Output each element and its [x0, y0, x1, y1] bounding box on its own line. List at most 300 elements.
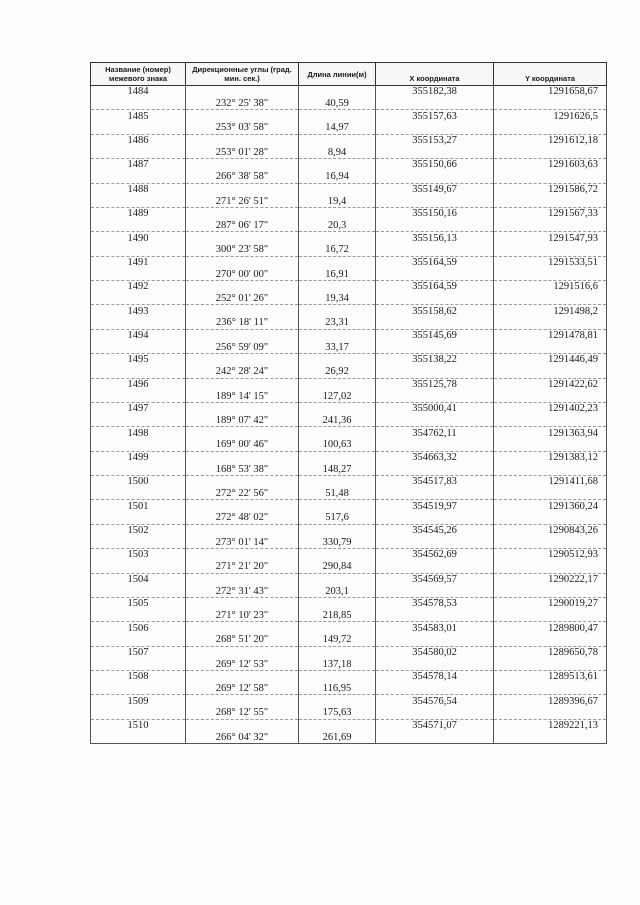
bearing-angle-cell: 300° 23' 58" — [186, 244, 299, 256]
y-coordinate-cell: 1290019,27 — [494, 597, 607, 609]
x-coordinate-cell: 354545,26 — [376, 524, 494, 536]
x-coordinate-cell: 354519,97 — [376, 500, 494, 512]
empty-cell — [91, 244, 186, 256]
line-length-cell: 290,84 — [299, 561, 376, 573]
bearing-angle-cell: 256° 59' 09" — [186, 341, 299, 353]
point-name-cell: 1492 — [91, 281, 186, 293]
y-coordinate-cell: 1291533,51 — [494, 256, 607, 268]
empty-cell — [91, 293, 186, 305]
point-name-cell: 1490 — [91, 232, 186, 244]
empty-cell — [186, 86, 299, 98]
empty-cell — [186, 159, 299, 171]
table-row — [91, 317, 607, 329]
table-row — [91, 122, 607, 134]
empty-cell — [299, 476, 376, 488]
table-row — [91, 671, 607, 683]
empty-cell — [494, 463, 607, 475]
line-length-cell: 149,72 — [299, 634, 376, 646]
line-length-cell: 241,36 — [299, 415, 376, 427]
line-length-cell: 14,97 — [299, 122, 376, 134]
point-name-cell: 1503 — [91, 549, 186, 561]
empty-cell — [91, 220, 186, 232]
empty-cell — [494, 268, 607, 280]
empty-cell — [186, 573, 299, 585]
empty-cell — [91, 683, 186, 695]
point-name-cell: 1498 — [91, 427, 186, 439]
point-name-cell: 1488 — [91, 183, 186, 195]
table-row — [91, 354, 607, 366]
table-row — [91, 183, 607, 195]
bearing-angle-cell: 270° 00' 00" — [186, 268, 299, 280]
empty-cell — [299, 110, 376, 122]
empty-cell — [91, 610, 186, 622]
x-coordinate-cell: 354576,54 — [376, 695, 494, 707]
y-coordinate-cell: 1291567,33 — [494, 207, 607, 219]
y-coordinate-cell: 1290222,17 — [494, 573, 607, 585]
y-coordinate-cell: 1291422,62 — [494, 378, 607, 390]
header-x-coordinate: X координата — [376, 63, 494, 86]
table-row — [91, 610, 607, 622]
bearing-angle-cell: 271° 10' 23" — [186, 610, 299, 622]
empty-cell — [186, 597, 299, 609]
table-row — [91, 658, 607, 670]
y-coordinate-cell: 1289800,47 — [494, 622, 607, 634]
x-coordinate-cell: 354580,02 — [376, 646, 494, 658]
table-row — [91, 207, 607, 219]
table-row — [91, 256, 607, 268]
empty-cell — [299, 622, 376, 634]
empty-cell — [91, 415, 186, 427]
empty-cell — [299, 329, 376, 341]
x-coordinate-cell: 355158,62 — [376, 305, 494, 317]
bearing-angle-cell: 232° 25' 38" — [186, 98, 299, 110]
table-row — [91, 622, 607, 634]
table-row — [91, 536, 607, 548]
empty-cell — [376, 488, 494, 500]
empty-cell — [91, 341, 186, 353]
y-coordinate-cell: 1291658,67 — [494, 86, 607, 98]
empty-cell — [299, 500, 376, 512]
empty-cell — [91, 439, 186, 451]
y-coordinate-cell: 1291547,93 — [494, 232, 607, 244]
empty-cell — [91, 268, 186, 280]
bearing-angle-cell: 269° 12' 53" — [186, 658, 299, 670]
empty-cell — [376, 561, 494, 573]
point-name-cell: 1508 — [91, 671, 186, 683]
empty-cell — [91, 317, 186, 329]
table-row — [91, 731, 607, 743]
point-name-cell: 1494 — [91, 329, 186, 341]
empty-cell — [376, 195, 494, 207]
table-row — [91, 268, 607, 280]
empty-cell — [376, 415, 494, 427]
line-length-cell: 175,63 — [299, 707, 376, 719]
empty-cell — [494, 220, 607, 232]
empty-cell — [186, 110, 299, 122]
empty-cell — [91, 98, 186, 110]
point-name-cell: 1504 — [91, 573, 186, 585]
table-row — [91, 707, 607, 719]
empty-cell — [494, 244, 607, 256]
empty-cell — [299, 402, 376, 414]
empty-cell — [91, 536, 186, 548]
empty-cell — [299, 671, 376, 683]
x-coordinate-cell: 354663,32 — [376, 451, 494, 463]
x-coordinate-cell: 355145,69 — [376, 329, 494, 341]
y-coordinate-cell: 1289396,67 — [494, 695, 607, 707]
table-row — [91, 195, 607, 207]
empty-cell — [186, 378, 299, 390]
table-body — [91, 86, 607, 744]
empty-cell — [494, 366, 607, 378]
empty-cell — [376, 341, 494, 353]
x-coordinate-cell: 355125,78 — [376, 378, 494, 390]
empty-cell — [299, 646, 376, 658]
empty-cell — [91, 634, 186, 646]
empty-cell — [186, 232, 299, 244]
point-name-cell: 1495 — [91, 354, 186, 366]
y-coordinate-cell: 1290843,26 — [494, 524, 607, 536]
empty-cell — [186, 134, 299, 146]
point-name-cell: 1509 — [91, 695, 186, 707]
empty-cell — [299, 159, 376, 171]
empty-cell — [494, 415, 607, 427]
boundary-coordinates-table — [90, 62, 607, 744]
y-coordinate-cell: 1289221,13 — [494, 719, 607, 731]
x-coordinate-cell: 354562,69 — [376, 549, 494, 561]
y-coordinate-cell: 1291498,2 — [494, 305, 607, 317]
empty-cell — [376, 146, 494, 158]
table-row — [91, 634, 607, 646]
x-coordinate-cell: 355149,67 — [376, 183, 494, 195]
empty-cell — [299, 378, 376, 390]
empty-cell — [494, 122, 607, 134]
empty-cell — [376, 585, 494, 597]
empty-cell — [186, 719, 299, 731]
empty-cell — [494, 707, 607, 719]
empty-cell — [186, 402, 299, 414]
empty-cell — [186, 671, 299, 683]
table-row — [91, 244, 607, 256]
empty-cell — [494, 658, 607, 670]
empty-cell — [91, 146, 186, 158]
line-length-cell: 16,72 — [299, 244, 376, 256]
empty-cell — [299, 427, 376, 439]
point-name-cell: 1506 — [91, 622, 186, 634]
empty-cell — [299, 256, 376, 268]
x-coordinate-cell: 354571,07 — [376, 719, 494, 731]
y-coordinate-cell: 1291478,81 — [494, 329, 607, 341]
table-row — [91, 695, 607, 707]
x-coordinate-cell: 354578,14 — [376, 671, 494, 683]
empty-cell — [376, 268, 494, 280]
empty-cell — [494, 683, 607, 695]
point-name-cell: 1505 — [91, 597, 186, 609]
empty-cell — [186, 427, 299, 439]
empty-cell — [376, 366, 494, 378]
line-length-cell: 16,94 — [299, 171, 376, 183]
empty-cell — [494, 536, 607, 548]
empty-cell — [186, 329, 299, 341]
empty-cell — [376, 610, 494, 622]
y-coordinate-cell: 1289650,78 — [494, 646, 607, 658]
x-coordinate-cell: 354762,11 — [376, 427, 494, 439]
table-row — [91, 171, 607, 183]
empty-cell — [299, 719, 376, 731]
empty-cell — [376, 536, 494, 548]
table-row — [91, 366, 607, 378]
empty-cell — [91, 488, 186, 500]
line-length-cell: 26,92 — [299, 366, 376, 378]
table-row — [91, 719, 607, 731]
line-length-cell: 148,27 — [299, 463, 376, 475]
y-coordinate-cell: 1291626,5 — [494, 110, 607, 122]
table-row — [91, 402, 607, 414]
point-name-cell: 1489 — [91, 207, 186, 219]
table-row — [91, 512, 607, 524]
empty-cell — [376, 293, 494, 305]
empty-cell — [186, 281, 299, 293]
table-row — [91, 488, 607, 500]
empty-cell — [299, 524, 376, 536]
empty-cell — [299, 695, 376, 707]
empty-cell — [494, 317, 607, 329]
point-name-cell: 1507 — [91, 646, 186, 658]
bearing-angle-cell: 268° 51' 20" — [186, 634, 299, 646]
y-coordinate-cell: 1291612,18 — [494, 134, 607, 146]
x-coordinate-cell: 355138,22 — [376, 354, 494, 366]
empty-cell — [376, 317, 494, 329]
empty-cell — [494, 195, 607, 207]
empty-cell — [299, 232, 376, 244]
line-length-cell: 20,3 — [299, 220, 376, 232]
empty-cell — [186, 207, 299, 219]
empty-cell — [186, 476, 299, 488]
empty-cell — [494, 488, 607, 500]
point-name-cell: 1485 — [91, 110, 186, 122]
point-name-cell: 1484 — [91, 86, 186, 98]
bearing-angle-cell: 269° 12' 58" — [186, 683, 299, 695]
table-row — [91, 281, 607, 293]
point-name-cell: 1501 — [91, 500, 186, 512]
empty-cell — [299, 305, 376, 317]
empty-cell — [186, 305, 299, 317]
header-bearing-angle: Дирекционные углы (град. мин. сек.) — [186, 63, 299, 86]
point-name-cell: 1502 — [91, 524, 186, 536]
line-length-cell: 40,59 — [299, 98, 376, 110]
x-coordinate-cell: 355150,16 — [376, 207, 494, 219]
y-coordinate-cell: 1291360,24 — [494, 500, 607, 512]
table-row — [91, 427, 607, 439]
empty-cell — [186, 524, 299, 536]
header-y-coordinate: Y координата — [494, 63, 607, 86]
x-coordinate-cell: 355156,13 — [376, 232, 494, 244]
empty-cell — [494, 171, 607, 183]
point-name-cell: 1499 — [91, 451, 186, 463]
empty-cell — [494, 731, 607, 743]
table-row — [91, 597, 607, 609]
empty-cell — [376, 171, 494, 183]
x-coordinate-cell: 354583,01 — [376, 622, 494, 634]
empty-cell — [376, 512, 494, 524]
empty-cell — [299, 549, 376, 561]
x-coordinate-cell: 355000,41 — [376, 402, 494, 414]
point-name-cell: 1491 — [91, 256, 186, 268]
table-row — [91, 378, 607, 390]
line-length-cell: 8,94 — [299, 146, 376, 158]
table-row — [91, 341, 607, 353]
table-row — [91, 134, 607, 146]
empty-cell — [299, 451, 376, 463]
bearing-angle-cell: 268° 12' 55" — [186, 707, 299, 719]
empty-cell — [494, 98, 607, 110]
point-name-cell: 1486 — [91, 134, 186, 146]
empty-cell — [91, 512, 186, 524]
bearing-angle-cell: 266° 38' 58" — [186, 171, 299, 183]
empty-cell — [494, 293, 607, 305]
empty-cell — [494, 585, 607, 597]
y-coordinate-cell: 1290512,93 — [494, 549, 607, 561]
line-length-cell: 330,79 — [299, 536, 376, 548]
bearing-angle-cell: 189° 07' 42" — [186, 415, 299, 427]
table-row — [91, 293, 607, 305]
table-row — [91, 329, 607, 341]
y-coordinate-cell: 1291411,68 — [494, 476, 607, 488]
line-length-cell: 517,6 — [299, 512, 376, 524]
x-coordinate-cell: 354569,57 — [376, 573, 494, 585]
header-line-length: Длина линии(м) — [299, 63, 376, 86]
table-row — [91, 476, 607, 488]
bearing-angle-cell: 272° 48' 02" — [186, 512, 299, 524]
y-coordinate-cell: 1291586,72 — [494, 183, 607, 195]
bearing-angle-cell: 271° 21' 20" — [186, 561, 299, 573]
table-row — [91, 585, 607, 597]
bearing-angle-cell: 272° 22' 56" — [186, 488, 299, 500]
table-row — [91, 390, 607, 402]
y-coordinate-cell: 1291363,94 — [494, 427, 607, 439]
x-coordinate-cell: 355164,59 — [376, 256, 494, 268]
empty-cell — [299, 207, 376, 219]
empty-cell — [376, 439, 494, 451]
empty-cell — [376, 658, 494, 670]
y-coordinate-cell: 1291603,63 — [494, 159, 607, 171]
empty-cell — [376, 122, 494, 134]
line-length-cell: 116,95 — [299, 683, 376, 695]
bearing-angle-cell: 189° 14' 15" — [186, 390, 299, 402]
empty-cell — [299, 86, 376, 98]
bearing-angle-cell: 271° 26' 51" — [186, 195, 299, 207]
line-length-cell: 261,69 — [299, 731, 376, 743]
empty-cell — [376, 707, 494, 719]
table-row — [91, 561, 607, 573]
line-length-cell: 23,31 — [299, 317, 376, 329]
table-row — [91, 646, 607, 658]
y-coordinate-cell: 1291446,49 — [494, 354, 607, 366]
point-name-cell: 1487 — [91, 159, 186, 171]
empty-cell — [91, 122, 186, 134]
x-coordinate-cell: 355182,38 — [376, 86, 494, 98]
x-coordinate-cell: 354517,83 — [376, 476, 494, 488]
line-length-cell: 218,85 — [299, 610, 376, 622]
empty-cell — [186, 549, 299, 561]
line-length-cell: 19,4 — [299, 195, 376, 207]
empty-cell — [494, 512, 607, 524]
x-coordinate-cell: 355164,59 — [376, 281, 494, 293]
empty-cell — [91, 390, 186, 402]
point-name-cell: 1500 — [91, 476, 186, 488]
line-length-cell: 203,1 — [299, 585, 376, 597]
bearing-angle-cell: 252° 01' 26" — [186, 293, 299, 305]
empty-cell — [299, 183, 376, 195]
x-coordinate-cell: 354578,53 — [376, 597, 494, 609]
empty-cell — [494, 390, 607, 402]
line-length-cell: 100,63 — [299, 439, 376, 451]
point-name-cell: 1510 — [91, 719, 186, 731]
empty-cell — [186, 500, 299, 512]
empty-cell — [376, 463, 494, 475]
empty-cell — [299, 597, 376, 609]
table-row — [91, 159, 607, 171]
bearing-angle-cell: 287° 06' 17" — [186, 220, 299, 232]
table-row — [91, 220, 607, 232]
table-row — [91, 549, 607, 561]
bearing-angle-cell: 236° 18' 11" — [186, 317, 299, 329]
line-length-cell: 51,48 — [299, 488, 376, 500]
table-row — [91, 683, 607, 695]
table-row — [91, 98, 607, 110]
empty-cell — [186, 646, 299, 658]
bearing-angle-cell: 272° 31' 43" — [186, 585, 299, 597]
empty-cell — [376, 244, 494, 256]
empty-cell — [376, 220, 494, 232]
point-name-cell: 1496 — [91, 378, 186, 390]
bearing-angle-cell: 242° 28' 24" — [186, 366, 299, 378]
y-coordinate-cell: 1291516,6 — [494, 281, 607, 293]
empty-cell — [376, 634, 494, 646]
empty-cell — [91, 731, 186, 743]
empty-cell — [91, 463, 186, 475]
empty-cell — [494, 634, 607, 646]
bearing-angle-cell: 169° 00' 46" — [186, 439, 299, 451]
table-row — [91, 232, 607, 244]
line-length-cell: 16,91 — [299, 268, 376, 280]
empty-cell — [376, 731, 494, 743]
bearing-angle-cell: 266° 04' 32" — [186, 731, 299, 743]
empty-cell — [91, 366, 186, 378]
empty-cell — [494, 561, 607, 573]
empty-cell — [186, 183, 299, 195]
empty-cell — [186, 256, 299, 268]
point-name-cell: 1493 — [91, 305, 186, 317]
bearing-angle-cell: 253° 03' 58" — [186, 122, 299, 134]
bearing-angle-cell: 168° 53' 38" — [186, 463, 299, 475]
empty-cell — [376, 390, 494, 402]
y-coordinate-cell: 1291402,23 — [494, 402, 607, 414]
table-row — [91, 524, 607, 536]
line-length-cell: 33,17 — [299, 341, 376, 353]
table-row — [91, 415, 607, 427]
empty-cell — [186, 354, 299, 366]
empty-cell — [91, 585, 186, 597]
table-row — [91, 110, 607, 122]
table-row — [91, 86, 607, 98]
line-length-cell: 137,18 — [299, 658, 376, 670]
empty-cell — [494, 439, 607, 451]
table-row — [91, 451, 607, 463]
empty-cell — [186, 695, 299, 707]
empty-cell — [91, 561, 186, 573]
table-header-row — [91, 63, 607, 86]
